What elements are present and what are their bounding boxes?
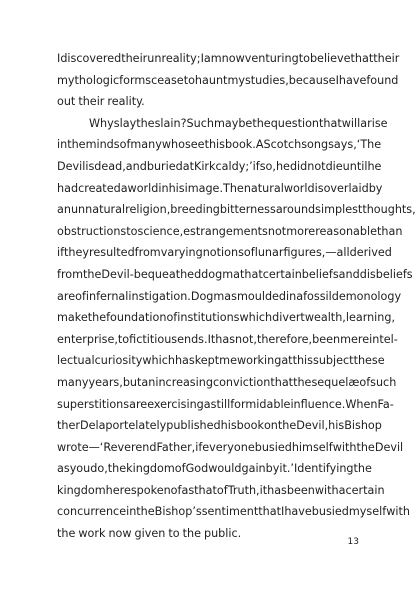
text-line: in the minds of many who see this book. A Scotch song says, ‘The [57,138,382,152]
text-line: mythologic forms cease to haunt my studies, because I have found [57,73,399,87]
text-line: superstitions are exercising a still formidable influence. When Fa- [57,397,394,411]
text-line: kingdom here spoken of as that of Truth, it has been with a certain [57,483,385,497]
text-line: are of infernal instigation. Dogmas moulded in a fossil demonology [57,289,402,303]
text-line: I discovered their unreality; I am now venturing to believe that their [57,52,400,65]
text-line: Why slay the slain? Such may be the question that will arise [89,116,388,130]
page-number: 13 [347,537,359,547]
text-line: Devil is dead, and buried at Kirkcaldy;’ if so, he did not die until he [57,159,382,173]
body-text [57,48,416,545]
text-line: if they resulted from varying notions of lunar figures,—all derived [57,246,392,260]
text-line: as you do, the kingdom of God would gain by it.’ Identifying the [57,462,372,476]
text-line: had created a world in his image. The natural world is overlaid by [57,181,383,195]
text-line: make the foundation of institutions which divert wealth, learning, [57,311,396,325]
paragraph [57,48,400,113]
text-line: ther Delaporte lately published his book on the Devil, his Bishop [57,419,382,433]
text-line: an unnatural religion, breeding bitterness around simplest thoughts, [57,203,416,217]
text-line: obstructions to science, estrangements not more reasonable than [57,224,403,238]
text-line: from the Devil-bequeathed dogma that certain beliefs and disbeliefs [57,267,413,281]
paragraph [57,113,416,545]
text-line: wrote—‘Reverend Father, if every one busied himself with the Devil [57,440,404,454]
text-line: out their reality. [57,95,145,109]
text-line: lectual curiosity which has kept me working at this subject these [57,354,385,368]
text-line: enterprise, to fictitious ends. It has not, therefore, been mere intel- [57,332,398,346]
text-line: concurrence in the Bishop’s sentiment that I have busied myself with [57,505,410,519]
text-line: the work now given to the public. [57,527,242,541]
text-line: many years, but an increasing conviction that the sequelæ of such [57,375,397,389]
